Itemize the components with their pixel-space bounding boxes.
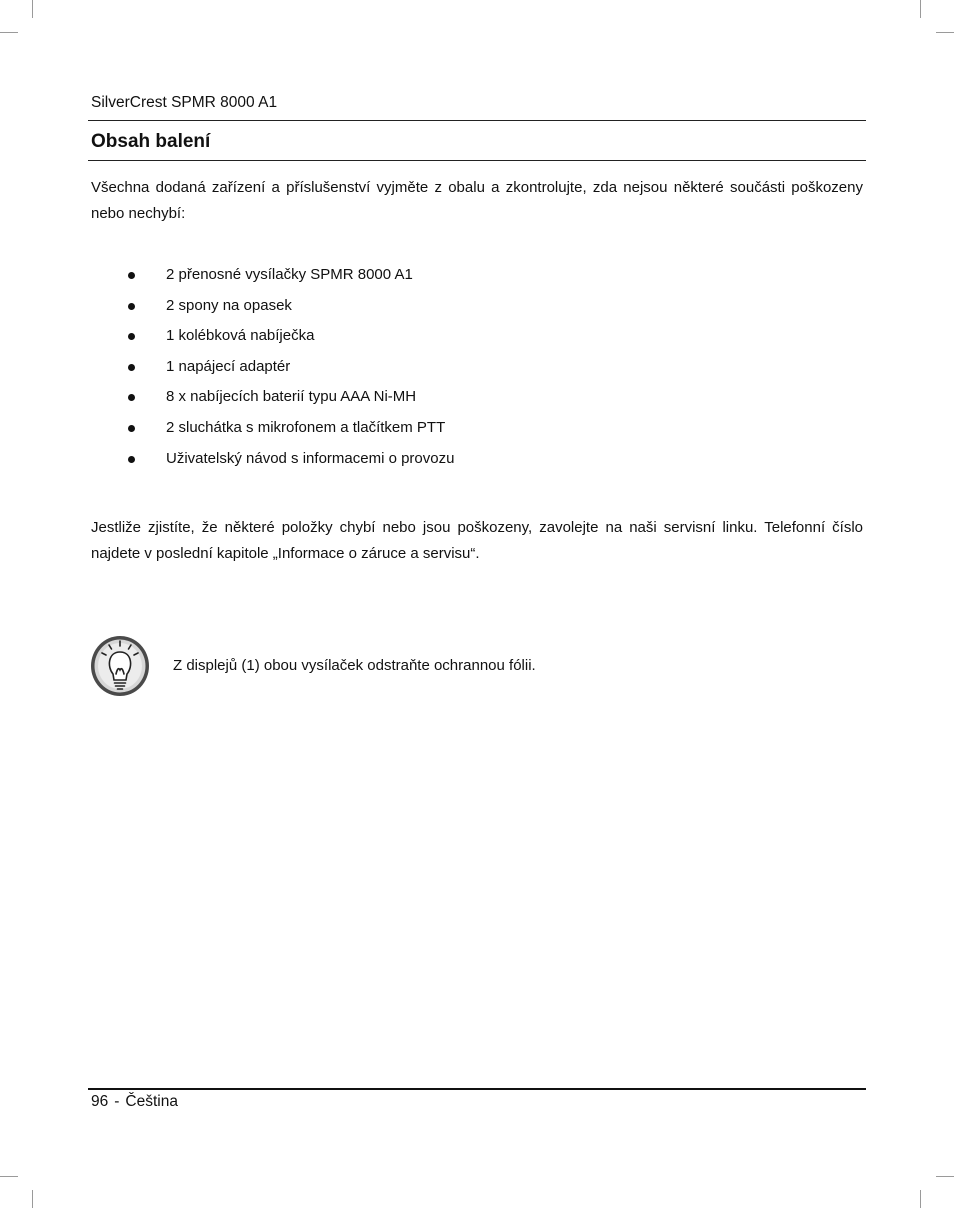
crop-mark — [936, 1176, 954, 1177]
bullet-icon — [128, 364, 135, 371]
footer-rule — [88, 1088, 866, 1090]
bullet-icon — [128, 303, 135, 310]
crop-mark — [32, 0, 33, 18]
section-rule — [88, 160, 866, 161]
bullet-icon — [128, 272, 135, 279]
list-item: 2 spony na opasek — [91, 293, 791, 324]
bullet-icon — [128, 394, 135, 401]
document-header-title: SilverCrest SPMR 8000 A1 — [91, 94, 278, 111]
tip-text: Z displejů (1) obou vysílaček odstraňte ochrannou fólii. — [173, 657, 536, 674]
page-number: 96 — [91, 1093, 109, 1110]
bullet-icon — [128, 425, 135, 432]
page-footer — [91, 1093, 178, 1111]
section-title: Obsah balení — [91, 131, 211, 152]
list-item: 2 přenosné vysílačky SPMR 8000 A1 — [91, 262, 791, 293]
header-rule — [88, 120, 866, 121]
list-item: Uživatelský návod s informacemi o provozu — [91, 446, 791, 477]
package-contents-list — [91, 262, 791, 476]
list-item: 2 sluchátka s mikrofonem a tlačítkem PTT — [91, 415, 791, 446]
footer-language: Čeština — [125, 1093, 178, 1110]
list-item: 8 x nabíjecích baterií typu AAA Ni-MH — [91, 384, 791, 415]
crop-mark — [0, 1176, 18, 1177]
crop-mark — [0, 32, 18, 33]
crop-mark — [936, 32, 954, 33]
footer-separator: - — [114, 1093, 120, 1110]
crop-mark — [32, 1190, 33, 1208]
crop-mark — [920, 0, 921, 18]
crop-mark — [920, 1190, 921, 1208]
bullet-icon — [128, 456, 135, 463]
list-item: 1 napájecí adaptér — [91, 354, 791, 385]
missing-items-paragraph: Jestliže zjistíte, že některé položky chybí nebo jsou poškozeny, zavolejte na naši servisní linku. Telefonní číslo najdete v poslední kapitole „Informace o záruce a servisu“. — [91, 519, 863, 562]
bullet-icon — [128, 333, 135, 340]
intro-paragraph: Všechna dodaná zařízení a příslušenství vyjměte z obalu a zkontrolujte, zda nejsou některé součásti poškozeny nebo nechybí: — [91, 179, 863, 222]
lightbulb-icon — [89, 634, 151, 698]
list-item: 1 kolébková nabíječka — [91, 323, 791, 354]
